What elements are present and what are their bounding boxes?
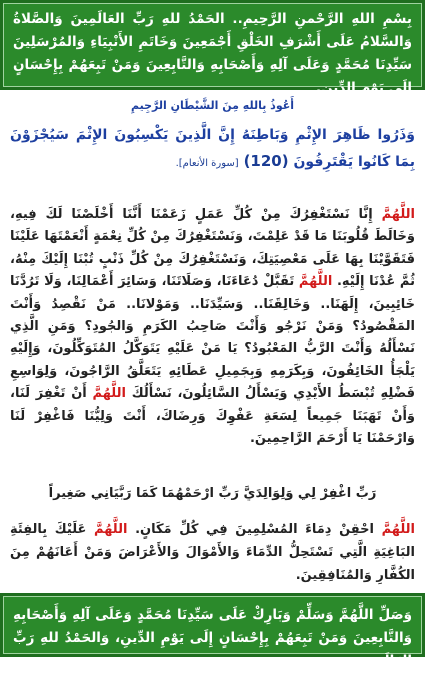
verse-text: وَذَرُوا ظَاهِرَ الإِثْمِ وَبَاطِنَهُ إِنَّ الَّذِينَ يَكْسِبُونَ الإِثْمَ سَيُجْزَوْنَ بِمَا كَانُوا يَقْتَرِفُونَ xyxy=(10,127,415,170)
allahumma-highlight: اللَّهُمَّ xyxy=(92,386,126,402)
allahumma-highlight: اللَّهُمَّ xyxy=(94,522,128,537)
istiadha-line: أَعُوذُ بِاللهِ مِنَ الشَّيْطَانِ الرَّجِيمِ xyxy=(130,99,294,112)
supplication-text-part-3: أَنْ تَغْفِرَ لَنَا، وَأَنْ تَهَبَنَا جَمِيعاً لِسَعَةِ عَفْوِكَ وَرِضَاكَ، أَنْتَ وَلِيُّنَا فَاغْفِرْ لَنَا وَارْحَمْنَا يَا أَرْحَمَ الرَّاحِمِينَ. xyxy=(10,386,415,447)
header-banner xyxy=(0,0,425,96)
sura-reference: [سورة الأنعام]. xyxy=(175,158,239,169)
verse-number: (120) xyxy=(243,152,289,170)
allahumma-highlight: اللَّهُمَّ xyxy=(381,207,415,222)
header-banner-text: بِسْمِ اللهِ الرَّحْمنِ الرَّحِيمِ.. الحَمْدُ للهِ رَبِّ العَالَمِينَ وَالصَّلاةُ وَالسَّلامُ عَلَى أَشْرَفِ الخَلْقِ أَجْمَعِينَ وَخَاتَمِ الأَنْبِيَاءِ وَالمُرْسَلِينَ سَيِّدِنَا مُحَمَّدٍ وَعَلَى آلِهِ وَأَصْحَابِهِ وَالتَّابِعِينَ وَمَنْ تَبِعَهُمْ بِإِحْسَانٍ إِلَى يَوْمِ الدِّينِ. xyxy=(13,11,412,96)
footer-banner xyxy=(0,593,425,669)
final-dua-text-part-2: عَلَيْكَ بِالفِئَةِ البَاغِيَةِ الَّتِي تَسْتَحِلُّ الدِّمَاءَ وَالأَمْوَالَ وَالأَعْرَاضَ وَمَنْ أَعَانَهُمْ مِنَ الكُفَّارِ وَالمُنَافِقِينَ. xyxy=(10,522,415,583)
supplication-paragraph xyxy=(10,204,415,450)
parents-prayer: رَبِّ اغْفِرْ لِي وَلِوَالِدَيَّ رَبِّ ارْحَمْهُمَا كَمَا رَبَّيَانِي صَغِيراً xyxy=(48,486,377,501)
final-dua-text-part-1: احْقِنْ دِمَاءَ المُسْلِمِينَ فِي كُلِّ مَكَانٍ. xyxy=(127,522,382,537)
supplication-text-part-2: تَقَبَّلْ دُعَاءَنَا، وَصَلَاتَنَا، وَسَائِرَ أَعْمَالِنَا، وَلَا تَرُدَّنَا خَائِبِينَ، إِلَهَنَا.. وَخَالِقَنَا.. وَسَيِّدَنَا.. وَمَوْلانَا.. مَنْ نَقْصِدُ وَأَنْتَ المَقْصُودُ؟ وَمَنْ نَرْجُو وَأَنْتَ صَاحِبُ الكَرَمِ وَالجُودِ؟ وَمَنِ الَّذِي نَسْأَلُهُ وَأَنْتَ الرَّبُّ المَعْبُودُ؟ يَا مَنْ عَلَيْهِ يَتَوَكَّلُ المُتَوَكِّلُونَ، وَإِلَيْهِ يَلْجَأُ الخَائِفُونَ، وَبِكَرَمِهِ وَبِجَمِيلِ عَطَائِهِ يَتَعَلَّقُ الرَّاجُونَ، وَلِوَاسِعِ فَضْلِهِ تُبْسَطُ الأَيْدِي وَيَسْأَلُ السَّائِلُونَ، نَسْأَلُكَ xyxy=(10,274,415,402)
allahumma-highlight: اللَّهُمَّ xyxy=(381,522,415,537)
supplication-text-part-1: إِنَّا نَسْتَغْفِرُكَ مِنْ كُلِّ عَمَلٍ زَعَمْنَا أَنَّنَا أَخْلَصْنَا لَكَ فِيهِ، وَخَالَطَ قُلُوبَنَا مَا قَدْ عَلِمْتَ، وَنَسْتَغْفِرُكَ مِنْ كُلِّ نِعْمَةٍ أَنْعَمْتَهَا عَلَيْنَا فَتَقَوَّيْنَا بِهَا عَلَى مَعْصِيَتِكَ، وَنَسْتَغْفِرُكَ مِنْ كُلِّ ذَنْبٍ تُبْنَا إِلَيْكَ مِنْهُ، ثُمَّ عُدْنَا إِلَيْهِ. xyxy=(10,207,415,290)
quran-verse xyxy=(10,122,415,177)
final-dua xyxy=(10,518,415,587)
allahumma-highlight: اللَّهُمَّ xyxy=(298,274,333,290)
footer-banner-text: وَصَلِّ اللَّهُمَّ وَسَلِّمْ وَبَارِكْ عَلَى سَيِّدِنَا مُحَمَّدٍ وَعَلَى آلِهِ وَأَصْحَابِهِ وَالتَّابِعِينَ وَمَنْ تَبِعَهُمْ بِإِحْسَانٍ إِلَى يَوْمِ الدِّينِ، وَالحَمْدُ للهِ رَبِّ العَالَمِينَ. xyxy=(13,607,412,669)
